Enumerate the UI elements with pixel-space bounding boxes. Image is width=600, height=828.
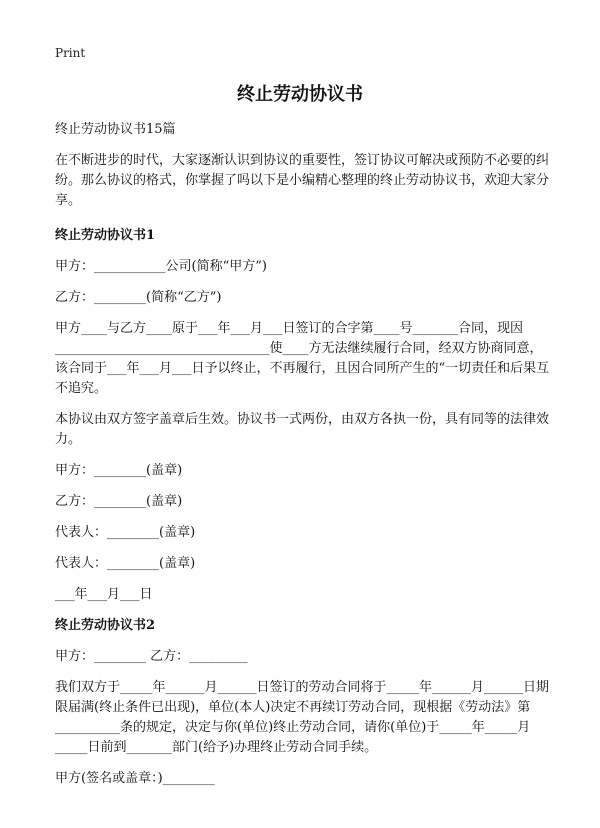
party-b-line: 乙方：________(简称“乙方”): [55, 290, 222, 305]
party-a-line: 甲方：___________公司(简称“甲方”): [55, 259, 267, 274]
intro-paragraph: 在不断进步的时代，大家逐渐认识到协议的重要性，签订协议可解决或预防不必要的纠纷。那么协议的格式，你掌握了吗以下是小编精心整理的终止劳动协议书，欢迎大家分享。: [55, 153, 550, 208]
parties-line: 甲方：________ 乙方：_________: [55, 649, 248, 664]
print-link[interactable]: Print: [55, 46, 86, 60]
document-subtitle: 终止劳动协议书15篇: [55, 122, 176, 137]
effect-clause: 本协议由双方签字盖章后生效。协议书一式两份，由双方各执一份，具有同等的法律效力。: [55, 412, 550, 447]
section-2-heading: 终止劳动协议书2: [55, 618, 156, 633]
notice-paragraph: 我们双方于_____年______月______日签订的劳动合同将于_____年______月______日期限届满(终止条件已出现)，单位(本人)决定不再续订劳动合同，现根据《劳动法》第__________条的规定，决定与你(单位)终止劳动合同，请你(单位)于_____年_____月_____日前到_______部门(给予)办理终止劳动合同手续。: [55, 680, 550, 755]
termination-clause: 甲方____与乙方____原于___年___月___日签订的合字第____号_______合同，现因_________________________________使____方无法继续履行合同，经双方协商同意，该合同于___年___月___日予以终止，不再履行，且因合同所产生的“一切责任和后果互不追究。: [55, 321, 550, 396]
representative-seal-line: 代表人：________(盖章): [55, 525, 196, 540]
section-1-heading: 终止劳动协议书1: [55, 228, 156, 243]
representative-seal-line-2: 代表人：________(盖章): [55, 556, 196, 571]
document-body: [55, 120, 550, 800]
party-b-seal-line: 乙方：________(盖章): [55, 494, 183, 509]
party-a-seal-line: 甲方：________(盖章): [55, 463, 183, 478]
signing-date-line: ___年___月___日: [55, 587, 153, 602]
party-a-signature-line: 甲方(签名或盖章：)________: [55, 771, 215, 786]
page-title: 终止劳动协议书: [237, 84, 363, 105]
